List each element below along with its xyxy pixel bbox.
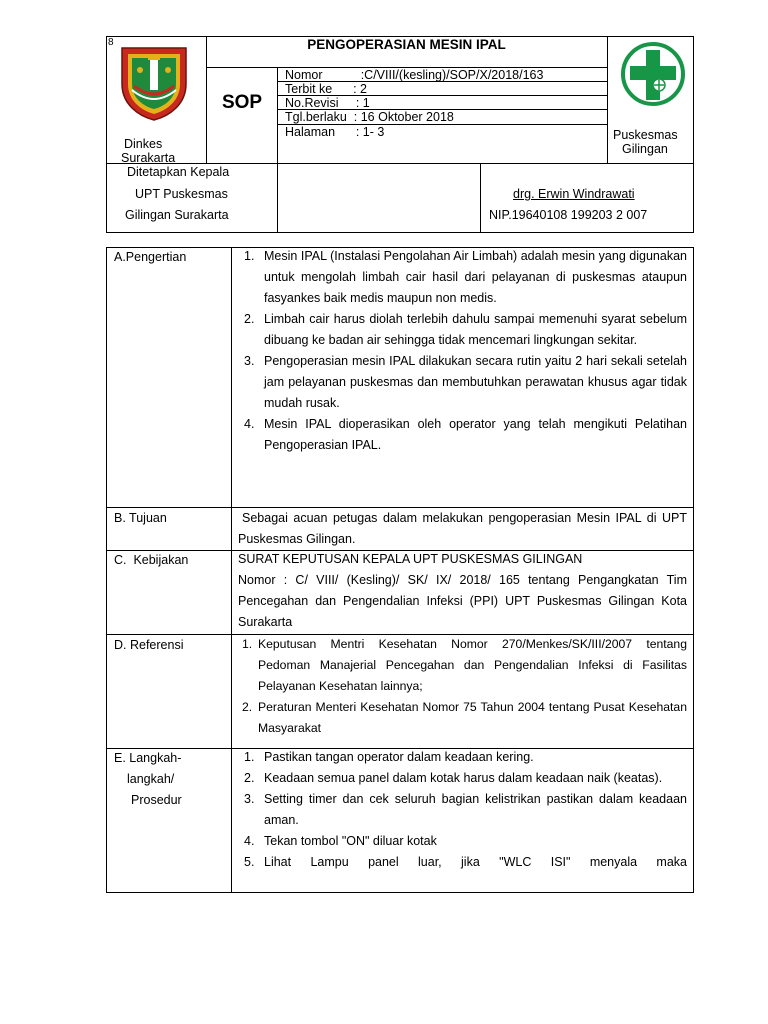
pengertian-list [238,246,687,456]
surakarta-emblem-icon [118,44,190,122]
signer-name: drg. Erwin Windrawati [513,187,635,201]
langkah-label-line-3: Prosedur [131,793,182,807]
list-item: 4. Mesin IPAL dioperasikan oleh operator yang telah mengikuti Pelatihan Pengoperasian IPAL. [244,417,687,452]
kebijakan-title: SURAT KEPUTUSAN KEPALA UPT PUSKESMAS GILINGAN [238,552,583,566]
ditetapkan-line-3: Gilingan Surakarta [125,208,229,222]
info-revisi: No.Revisi : 1 [285,96,370,110]
list-item: 4. Tekan tombol "ON" diluar kotak [244,834,437,848]
list-item: 1. Pastikan tangan operator dalam keadaan kering. [244,750,534,764]
info-terbit: Terbit ke : 2 [285,82,367,96]
kebijakan-label: C. Kebijakan [114,553,189,567]
referensi-list [234,634,687,739]
sop-label: SOP [221,92,263,113]
list-item: 1. Mesin IPAL (Instalasi Pengolahan Air Limbah) adalah mesin yang digunakan untuk mengolah limbah cair hasil dari pelayanan di puskesmas ataupun fasyankes baik medis maupun non medis. [244,249,687,305]
kebijakan-text: Nomor : C/ VIII/ (Kesling)/ SK/ IX/ 2018/ 165 tentang Pengangkatan Tim Pencegahan dan Pengendalian Infeksi (PPI) UPT Puskesmas Gilingan Kota Surakarta [238,573,687,629]
pengertian-label: A.Pengertian [114,250,187,264]
list-item: 2. Limbah cair harus diolah terlebih dahulu sampai memenuhi syarat sebelum dibuang ke badan air sehingga tidak mencemari lingkungan sekitar. [244,312,687,347]
list-item: 1. Keputusan Mentri Kesehatan Nomor 270/Menkes/SK/III/2007 tentang Pedoman Manajerial Pencegahan dan Pengendalian Infeksi di Fasilitas Pelayanan Kesehatan lainnya; [242,637,687,693]
referensi-label: D. Referensi [114,638,184,652]
page-number: 8 [108,37,114,48]
langkah-label-line-1: E. Langkah- [114,751,182,765]
list-item: 2. Keadaan semua panel dalam kotak harus dalam keadaan naik (keatas). [244,771,663,785]
langkah-list [238,747,687,873]
right-org-line-1: Puskesmas [613,128,678,142]
puskesmas-logo-icon [620,40,686,114]
tujuan-text: Sebagai acuan petugas dalam melakukan pengoperasian Mesin IPAL di UPT Puskesmas Gilingan. [238,511,687,546]
info-halaman: Halaman : 1- 3 [285,125,385,139]
langkah-label-line-2: langkah/ [127,772,175,786]
tujuan-label: B. Tujuan [114,511,167,525]
right-org-line-2: Gilingan [622,142,668,156]
list-item: 5. Lihat Lampu panel luar, jika "WLC ISI" menyala maka [244,855,687,869]
document-title: PENGOPERASIAN MESIN IPAL [307,37,506,52]
info-tgl-berlaku: Tgl.berlaku : 16 Oktober 2018 [285,110,454,124]
left-org-line-2: Surakarta [121,151,176,165]
ditetapkan-line-1: Ditetapkan Kepala [127,165,230,179]
left-org-line-1: Dinkes [124,137,163,151]
list-item: 3. Pengoperasian mesin IPAL dilakukan secara rutin yaitu 2 hari sekali setelah jam pelayanan puskesmas dan membutuhkan perawatan khusus agar tidak mudah rusak. [244,354,687,410]
info-nomor: Nomor :C/VIII/(kesling)/SOP/X/2018/163 [285,68,544,82]
list-item: 2. Peraturan Menteri Kesehatan Nomor 75 Tahun 2004 tentang Pusat Kesehatan Masyarakat [242,700,687,735]
list-item: 3. Setting timer dan cek seluruh bagian kelistrikan pastikan dalam keadaan aman. [244,792,687,827]
ditetapkan-line-2: UPT Puskesmas [135,187,228,201]
signer-nip: NIP.19640108 199203 2 007 [489,208,648,222]
